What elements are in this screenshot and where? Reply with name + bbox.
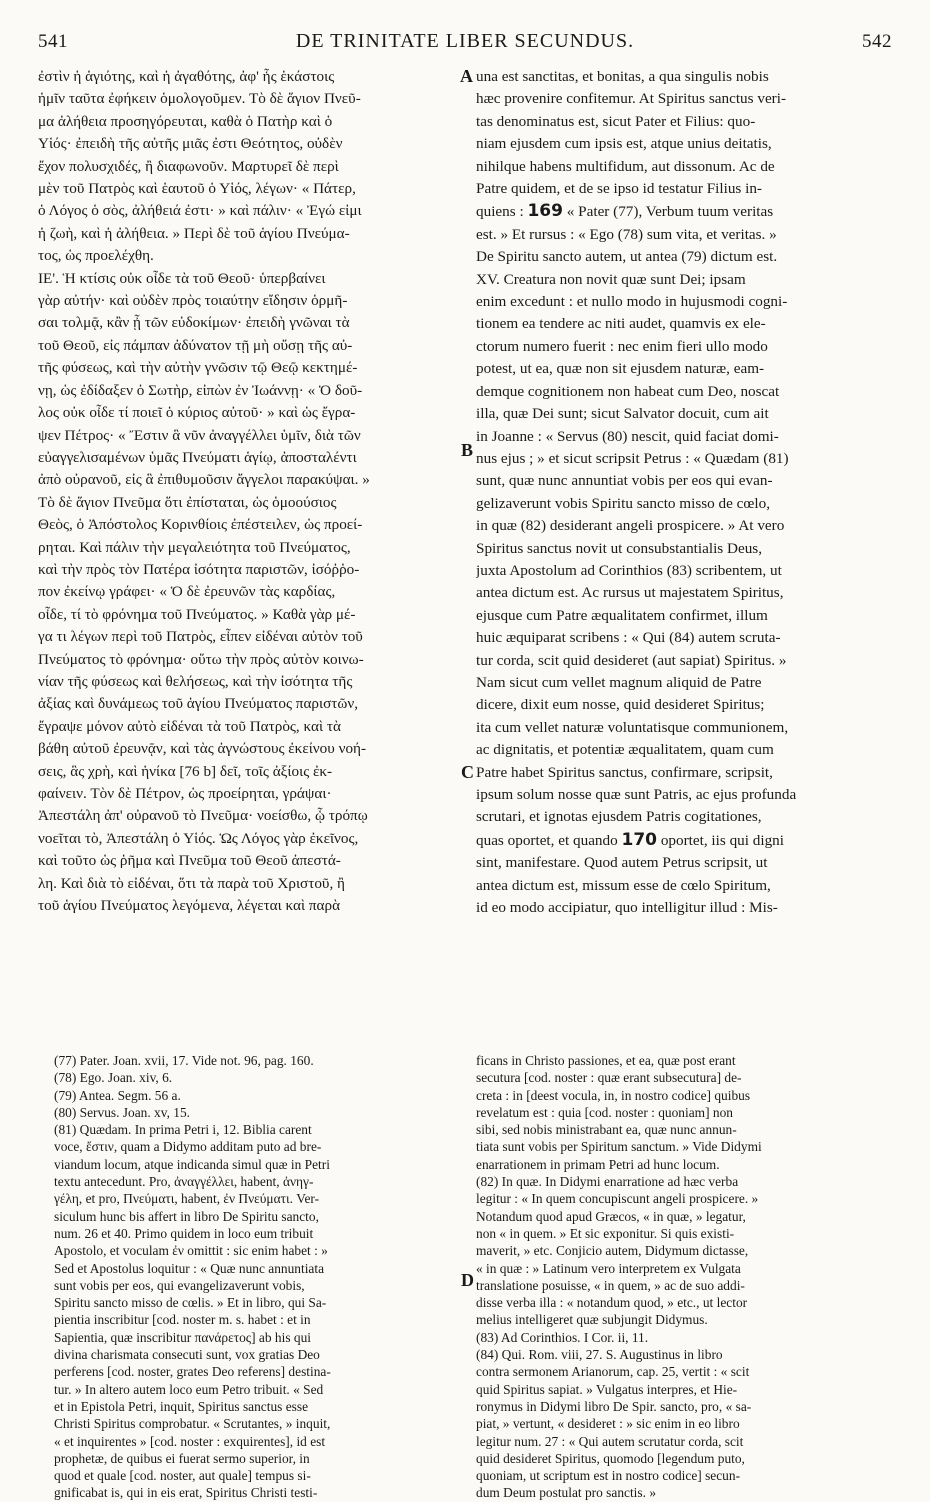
text-line: prophetæ, de quibus ei fuerat sermo superior, in: [54, 1450, 310, 1466]
text-segment: in quæ (82) desiderant angeli prospicere. » At vero: [476, 517, 785, 535]
text-line: tur. » In altero autem loco eum Petro tribuit. « Sed: [54, 1381, 324, 1397]
text-line: num. 26 et 40. Primo quidem in loco eum tribuit: [54, 1225, 314, 1241]
text-line: Ἀπεστάλη ἀπ' οὐρανοῦ τὸ Πνεῦμα· νοείσθω, ᾧ τρόπῳ: [38, 807, 368, 825]
text-line: [476, 111, 894, 133]
text-line: Sed et Apostolus loquitur : « Quæ nunc annuntiata: [54, 1260, 325, 1276]
text-line: sibi, sed nobis ministrabant ea, quæ nunc annun-: [476, 1122, 737, 1138]
text-line: (84) Qui. Rom. viii, 27. S. Augustinus in libro: [476, 1347, 723, 1363]
text-line: quid Spiritus sapiat. » Vulgatus interpres, et Hie-: [476, 1381, 738, 1397]
text-segment: demque cognitionem non habeat cum Deo, noscat: [476, 382, 780, 400]
text-line: οἶδε, τί τὸ φρόνημα τοῦ Πνεύματος. » Καθὰ γὰρ μέ-: [38, 605, 356, 623]
text-line: [476, 739, 894, 761]
text-line: μα ἀλήθεια προσηγόρευται, καθὰ ὁ Πατὴρ καὶ ὁ: [38, 112, 333, 130]
text-line: legitur num. 27 : « Qui autem scrutatur corda, scit: [476, 1433, 744, 1449]
text-line: [476, 448, 894, 470]
text-line: [476, 133, 894, 155]
text-segment: « Pater (77), Verbum tuum veritas: [562, 203, 774, 221]
text-segment: quas oportet, et quando: [476, 831, 622, 849]
text-line: [476, 829, 894, 852]
text-line: ἡμῖν ταῦτα ἐφήκειν ὁμολογοῦμεν. Τὸ δὲ ἅγιον Πνεῦ-: [38, 90, 361, 108]
text-line: pientia inscribitur [cod. noster m. s. habet : et in: [54, 1312, 311, 1328]
text-line: (81) Quædam. In prima Petri i, 12. Biblia carent: [54, 1122, 312, 1138]
text-line: dum Deum postulat pro sanctis. »: [476, 1485, 657, 1501]
text-line: νῃ, ὡς ἐδίδαξεν ὁ Σωτὴρ, εἰπὼν ἐν Ἰωάννῃ· « Ὁ δοῦ-: [38, 381, 363, 399]
text-line: [476, 560, 894, 582]
margin-marker-a: A: [460, 66, 473, 86]
text-segment: Spiritus sanctus novit ut consubstantialis Deus,: [476, 539, 763, 557]
text-line: Spiritu sancto misso de cœlis. » Et in libro, qui Sa-: [54, 1295, 327, 1311]
text-line: textu antecedunt. Pro, ἀναγγέλλει, habent, ἀνηγ-: [54, 1174, 314, 1190]
text-segment: gelizaverunt vobis Spiritu sancto misso de cœlo,: [476, 494, 770, 512]
text-segment: ctorum numero fuerit : nec enim fieri ullo modo: [476, 337, 768, 355]
text-segment: illa, quæ Dei sunt; sicut Salvator docuit, cum ait: [476, 405, 769, 423]
text-line: ἔχον πολυσχιδές, ἢ διαφωνοῦν. Μαρτυρεῖ δὲ περὶ: [38, 157, 339, 175]
text-segment: sint, manifestare. Quod autem Petrus scripsit, ut: [476, 854, 768, 872]
text-segment: ipsum solum nosse quæ sunt Patris, ac ejus profunda: [476, 786, 797, 803]
text-line: ronymus in Didymi libro De Spir. sancto, pro, « sa-: [476, 1398, 752, 1414]
margin-marker-b: B: [461, 440, 474, 460]
text-line: [476, 762, 894, 784]
text-line: gnificabat is, qui in eis erat, Spiritus Christi testi-: [54, 1485, 318, 1501]
text-line: ψεν Πέτρος· « Ἔστιν ἃ νῦν ἀναγγέλλει ὑμῖν, διὰ τῶν: [38, 426, 361, 444]
text-line: [476, 470, 894, 492]
text-line: φαίνειν. Τὸν δὲ Πέτρον, ὡς προείρηται, γράψαι·: [38, 785, 332, 802]
text-line: ρηται. Καὶ πάλιν τὴν μεγαλειότητα τοῦ Πνεύματος,: [38, 538, 351, 556]
text-line: [476, 694, 894, 716]
footnotes-right: [476, 1052, 894, 1502]
text-segment: id eo modo accipiatur, quo intelligitur illud : Mis-: [476, 899, 778, 917]
text-line: Θεὸς, ὁ Ἀπόστολος Κορινθίοις ἐπέστειλεν, ὡς προεί-: [38, 516, 363, 534]
text-line: piat, » vertunt, « desideret : » sic enim in eo libro: [476, 1416, 740, 1432]
text-line: [476, 717, 894, 739]
text-segment: antea dictum est, missum esse de cœlo Spiritum,: [476, 876, 771, 894]
text-line: τῆς φύσεως, καὶ τὴν αὐτὴν γνῶσιν τῷ Θεῷ κεκτημέ-: [38, 359, 358, 377]
text-line: [476, 246, 894, 268]
text-line: quod et quale [cod. noster, aut quale] tempus si-: [54, 1468, 311, 1484]
text-line: viandum locum, atque indicanda simul quæ in Petri: [54, 1156, 330, 1172]
text-line: βάθη αὐτοῦ ἐρευνᾷν, καὶ τὰς ἀγνώστους ἐκείνου νοή-: [38, 740, 367, 758]
text-line: ὁ Λόγος ὁ σὸς, ἀλήθειά ἐστι· » καὶ πάλιν· « Ἐγώ εἰμι: [38, 202, 362, 220]
text-line: « et inquirentes » [cod. noster : exquirentes], id est: [54, 1433, 326, 1449]
text-segment: sunt, quæ nunc annuntiat vobis per eos qui evan-: [476, 472, 773, 490]
text-line: sunt vobis per eos, qui evangelizaverunt vobis,: [54, 1277, 305, 1293]
text-line: divina charismata consecuti sunt, vox gratias Deo: [54, 1347, 320, 1363]
text-line: (79) Antea. Segm. 56 a.: [54, 1087, 181, 1103]
text-line: [476, 852, 894, 874]
text-segment: hæc provenire confitemur. At Spiritus sanctus veri-: [476, 90, 787, 108]
text-line: [476, 66, 894, 88]
text-line: καὶ τὴν πρὸς τὸν Πατέρα ἰσότητα παριστῶν, ἰσόῤῥο-: [38, 560, 360, 578]
text-line: creta : in [deest vocula, in, in nostro codice] quibus: [476, 1087, 751, 1103]
text-segment: niam ejusdem cum ipsis est, atque unius deitatis,: [476, 135, 772, 153]
text-line: [476, 875, 894, 897]
text-line: [476, 381, 894, 403]
text-line: [476, 650, 894, 672]
page-marker-170: 170: [621, 829, 658, 850]
greek-text-column: [38, 66, 458, 917]
text-line: ἐστὶν ἡ ἁγιότης, καὶ ἡ ἀγαθότης, ἀφ' ἧς ἑκάστοις: [38, 68, 335, 85]
text-segment: scrutari, et ignotas ejusdem Patris cogitationes,: [476, 808, 762, 826]
text-line: quoniam, ut scriptum est in nostro codice] secun-: [476, 1468, 741, 1484]
text-line: melius intelligeret quæ subjungit Didymus.: [476, 1312, 708, 1328]
text-line: tiata sunt vobis per Spiritum sanctum. » Vide Didymi: [476, 1139, 762, 1155]
text-line: [476, 627, 894, 649]
text-segment: tas denominatus est, sicut Pater et Filius: quo-: [476, 112, 756, 130]
running-header: [38, 30, 892, 58]
text-segment: nus ejus ; » et sicut scripsit Petrus : « Quædam (81): [476, 449, 789, 467]
text-line: (83) Ad Corinthios. I Cor. ii, 11.: [476, 1329, 649, 1345]
text-segment: huic æquiparat scribens : « Qui (84) autem scruta-: [476, 629, 781, 647]
text-line: [476, 200, 894, 223]
footnotes-left: [54, 1052, 458, 1502]
text-line: quid desideret Spiritus, quomodo [legendum puto,: [476, 1450, 745, 1466]
text-line: et in Epistola Petri, inquit, Spiritus sanctus esse: [54, 1398, 309, 1414]
text-line: (77) Pater. Joan. xvii, 17. Vide not. 96, pag. 160.: [54, 1053, 314, 1068]
text-line: Πνεύματος τὸ φρόνημα· οὕτω τὴν πρὸς αὐτὸν κοινω-: [38, 650, 364, 668]
margin-marker-d: D: [461, 1270, 474, 1290]
page-number-left: 541: [38, 31, 68, 52]
text-line: μὲν τοῦ Πατρὸς καὶ ἑαυτοῦ ὁ Υἱός, λέγων· « Πάτερ,: [38, 180, 356, 198]
text-segment: antea dictum est. Ac rursus ut majestatem Spiritus,: [476, 584, 784, 602]
text-line: [476, 178, 894, 200]
text-line: [476, 582, 894, 604]
text-line: γα τι λέγων περὶ τοῦ Πατρὸς, εἶπεν εἰδέναι αὐτὸν τοῦ: [38, 628, 363, 646]
text-line: enarrationem in primam Petri ad hunc locum.: [476, 1156, 720, 1172]
text-line: νίαν τῆς φύσεως καὶ θελήσεως, καὶ τὴν ἰσότητα τῆς: [38, 672, 353, 690]
text-line: Apostolo, et voculam ἐν omittit : sic enim habet : »: [54, 1243, 328, 1259]
text-line: ἀξίας καὶ δυνάμεως τοῦ ἁγίου Πνεύματος παριστῶν,: [38, 695, 359, 713]
text-line: λος οὐκ οἶδε τί ποιεῖ ὁ κύριος αὐτοῦ· » καὶ ὡς ἔγρα-: [38, 404, 356, 422]
text-line: [476, 403, 894, 425]
text-line: translatione posuisse, « in quem, » ac de suo addi-: [476, 1277, 745, 1293]
text-segment: est. » Et rursus : « Ego (78) sum vita, et veritas. »: [476, 225, 777, 243]
text-line: [476, 538, 894, 560]
text-line: « in quæ : » Latinum vero interpretem ex Vulgata: [476, 1260, 741, 1276]
text-line: disse verba illa : « notandum quod, » etc., ut lector: [476, 1295, 748, 1311]
text-line: πον ἐκείνῳ γράφει· « Ὁ δὲ ἐρευνῶν τὰς καρδίας,: [38, 583, 336, 601]
text-line: ἀπὸ οὐρανοῦ, εἰς ἃ ἐπιθυμοῦσιν ἄγγελοι παρακύψαι. »: [38, 471, 370, 489]
text-line: [476, 313, 894, 335]
text-line: ἔγραψε μόνον αὐτὸ εἰδέναι τὰ τοῦ Πατρὸς, καὶ τὰ: [38, 717, 341, 735]
text-line: καὶ τοῦτο ὡς ῥῆμα καὶ Πνεῦμα τοῦ Θεοῦ ἀπεστά-: [38, 852, 341, 870]
text-line: Notandum quod apud Græcos, « in quæ, » legatur,: [476, 1208, 746, 1224]
text-segment: juxta Apostolum ad Corinthios (83) scribentem, ut: [476, 561, 782, 579]
text-segment: una est sanctitas, et bonitas, a qua singulis nobis: [476, 68, 769, 85]
text-line: Christi Spiritus comprobatur. « Scrutantes, » inquit,: [54, 1416, 331, 1432]
text-line: σαι τολμᾷ, κἂν ᾖ τῶν εὐδοκίμων· ἐπειδὴ γνῶναι τὰ: [38, 314, 350, 332]
text-line: (82) In quæ. In Didymi enarratione ad hæc verba: [476, 1174, 739, 1190]
text-segment: ejusque cum Patre æqualitatem confirmet, illum: [476, 606, 768, 624]
text-line: voce, ἔστιν, quam a Didymo additam puto ad bre-: [54, 1139, 322, 1155]
text-segment: Nam sicut cum vellet magnum aliquid de Patre: [476, 673, 762, 691]
text-line: [476, 426, 894, 448]
text-segment: Patre habet Spiritus sanctus, confirmare, scripsit,: [476, 763, 773, 781]
text-line: [476, 291, 894, 313]
text-line: [476, 784, 894, 806]
text-line: τοῦ Θεοῦ, εἰς πάμπαν ἀδύνατον τῇ μὴ οὔσῃ τῆς αὐ-: [38, 336, 353, 354]
text-line: [476, 269, 894, 291]
text-line: λη. Καὶ διὰ τὸ εἰδέναι, ὅτι τὰ παρὰ τοῦ Χριστοῦ, ἢ: [38, 874, 345, 892]
text-line: secutura [cod. noster : quæ erant subsecutura] de-: [476, 1070, 742, 1086]
text-line: contra sermonem Arianorum, cap. 25, vertit : « scit: [476, 1364, 750, 1380]
text-line: εὐαγγελισαμένων ὑμᾶς Πνεύματι ἁγίῳ, ἀποσταλέντι: [38, 448, 357, 466]
text-line: [476, 493, 894, 515]
text-line: Τὸ δὲ ἅγιον Πνεῦμα ὅτι ἐπίσταται, ὡς ὁμοούσιος: [38, 493, 337, 511]
text-line: (78) Ego. Joan. xiv, 6.: [54, 1070, 173, 1086]
running-title: DE TRINITATE LIBER SECUNDUS.: [295, 30, 635, 52]
text-line: ficans in Christo passiones, et ea, quæ post erant: [476, 1053, 736, 1068]
text-segment: ac dignitatis, et potentiæ æqualitatem, quam cum: [476, 741, 774, 759]
text-segment: enim excedunt : et nullo modo in hujusmodi cogni-: [476, 293, 788, 311]
page-marker-169: 169: [527, 201, 563, 222]
text-segment: potest, ut ea, quæ non sit ejusdem naturæ, eam-: [476, 360, 765, 378]
text-line: ἡ ζωὴ, καὶ ἡ ἀλήθεια. » Περὶ δὲ τοῦ ἁγίου Πνεύμα-: [38, 224, 350, 242]
text-line: non « in quem. » Et sic exponitur. Si quis existi-: [476, 1225, 735, 1241]
text-segment: ita cum vellet naturæ voluntatisque communionem,: [476, 718, 789, 736]
text-segment: dicere, dixit eum nosse, quid desideret Spiritus;: [476, 696, 765, 714]
text-line: legitur : « In quem concupiscunt angeli prospicere. »: [476, 1191, 759, 1207]
text-segment: XV. Creatura non novit quæ sunt Dei; ipsam: [476, 270, 746, 288]
text-line: νοεῖται τὸ, Ἀπεστάλη ὁ Υἱός. Ὡς Λόγος γὰρ ἐκεῖνος,: [38, 829, 359, 847]
text-line: [476, 672, 894, 694]
text-line: perferens [cod. noster, grates Deo referens] destina-: [54, 1364, 331, 1380]
text-segment: oportet, iis qui digni: [657, 831, 784, 849]
text-line: [476, 515, 894, 537]
text-line: [476, 156, 894, 178]
text-segment: in Joanne : « Servus (80) nescit, quid faciat domi-: [476, 427, 779, 445]
text-segment: nihilque habens multifidum, aut dissonum. Ac de: [476, 157, 775, 175]
text-line: [476, 806, 894, 828]
text-segment: tionem ea tendere ac niti audet, quamvis ex ele-: [476, 315, 766, 333]
page-number-right: 542: [862, 31, 892, 52]
text-line: [476, 336, 894, 358]
text-line: Sapientia, quæ inscribitur πανάρετος] ab his qui: [54, 1329, 311, 1345]
text-line: [476, 88, 894, 110]
text-line: ΙΕ'. Ἡ κτίσις οὐκ οἶδε τὰ τοῦ Θεοῦ· ὑπερβαίνει: [38, 269, 326, 287]
text-line: revelatum est : quia [cod. noster : quoniam] non: [476, 1104, 733, 1120]
text-line: γέλη, et pro, Πνεύματι, habent, ἐν Πνεύματι. Ver-: [54, 1191, 320, 1207]
text-line: siculum hunc bis affert in libro De Spiritu sancto,: [54, 1208, 319, 1224]
text-line: (80) Servus. Joan. xv, 15.: [54, 1104, 190, 1120]
text-line: [476, 224, 894, 246]
text-line: Υἱός· ἐπειδὴ τῆς αὐτῆς μιᾶς ἐστι Θεότητος, οὐδὲν: [38, 135, 343, 153]
text-line: [476, 358, 894, 380]
text-segment: De Spiritu sancto autem, ut antea (79) dictum est.: [476, 248, 778, 266]
text-line: [476, 897, 894, 919]
text-segment: tur corda, scit quid desideret (aut sapiat) Spiritus. »: [476, 651, 787, 669]
text-line: [476, 605, 894, 627]
text-line: τος, ὡς προελέχθη.: [38, 247, 154, 265]
text-line: maverit, » etc. Conjicio autem, Didymum dictasse,: [476, 1243, 749, 1259]
text-line: σεις, ἃς χρὴ, καὶ ἡνίκα [76 b] δεῖ, τοῖς ἀξίοις ἐκ-: [38, 762, 333, 780]
text-line: τοῦ ἁγίου Πνεύματος λεγόμενα, λέγεται καὶ παρὰ: [38, 897, 341, 915]
text-segment: quiens :: [476, 203, 528, 221]
margin-marker-c: C: [461, 762, 474, 782]
text-line: γὰρ αὐτήν· καὶ οὐδὲν πρὸς τοιαύτην εἴδησιν ὁρμῆ-: [38, 292, 348, 310]
latin-text-column: [476, 66, 894, 919]
text-segment: Patre quidem, et de se ipso id testatur Filius in-: [476, 180, 762, 198]
